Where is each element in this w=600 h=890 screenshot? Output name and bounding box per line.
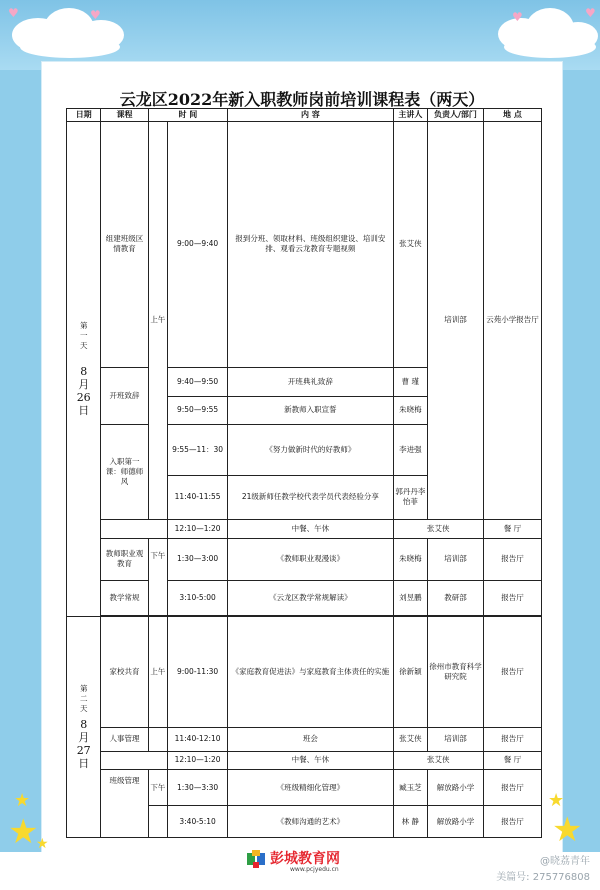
content-cell: 21级新师任教学校代表学员代表经验分享 <box>228 475 393 519</box>
header-course: 课程 <box>101 109 148 122</box>
dept-cell: 徐州市教育科学研究院 <box>428 616 484 728</box>
place-cell: 餐 厅 <box>483 751 541 770</box>
period-cell: 上午 <box>148 121 167 519</box>
course-cell: 组建班级区情教育 <box>101 121 148 368</box>
table-row <box>67 751 542 770</box>
logo-url: www.pcjyedu.cn <box>290 866 339 873</box>
header-dept: 负责人/部门 <box>428 109 484 122</box>
place-cell: 云苑小学报告厅 <box>483 121 541 519</box>
table-row <box>67 538 542 580</box>
place-cell: 报告厅 <box>483 806 541 838</box>
period-cell: 下午 <box>148 538 167 615</box>
content-cell: 开班典礼致辞 <box>228 368 393 396</box>
time-cell: 9:00-11:30 <box>167 616 227 728</box>
course-cell: 家校共育 <box>101 616 148 728</box>
star-icon: ★ <box>36 836 49 852</box>
content-cell: 《班级精细化管理》 <box>228 770 393 806</box>
dept-cell: 解放路小学 <box>428 806 484 838</box>
dept-cell: 教研部 <box>428 580 484 615</box>
table-row <box>67 616 542 728</box>
content-cell: 《教师职业观漫谈》 <box>228 538 393 580</box>
time-cell: 1:30—3:00 <box>167 538 227 580</box>
speaker-cell: 郭丹丹李怡菲 <box>393 475 427 519</box>
star-icon: ★ <box>552 810 583 850</box>
content-cell: 《教师沟通的艺术》 <box>228 806 393 838</box>
heart-icon: ♥ <box>90 8 101 22</box>
time-cell: 11:40-12:10 <box>167 728 227 751</box>
speaker-cell: 刘昱鹏 <box>393 580 427 615</box>
speaker-cell: 曹 瑾 <box>393 368 427 396</box>
star-icon: ★ <box>548 790 565 811</box>
course-cell: 人事管理 <box>101 728 148 751</box>
content-cell: 新教师入职宣誓 <box>228 396 393 424</box>
speaker-cell: 林 静 <box>393 806 427 838</box>
star-icon: ★ <box>14 790 31 811</box>
day-two-label: 第二天 <box>79 683 88 713</box>
time-cell: 9:55—11：30 <box>167 425 227 476</box>
course-cell: 教师职业观教育 <box>101 538 148 580</box>
content-cell: 中餐、午休 <box>228 519 393 538</box>
day-one-date: 8月26日 <box>76 364 91 417</box>
content-cell: 中餐、午休 <box>228 751 393 770</box>
book-logo-icon <box>246 849 266 869</box>
schedule-table <box>66 108 542 838</box>
header-date: 日期 <box>67 109 101 122</box>
header-content: 内 容 <box>228 109 393 122</box>
place-cell: 报告厅 <box>483 538 541 580</box>
time-cell: 12:10—1:20 <box>167 751 227 770</box>
content-cell: 《云龙区教学常规解读》 <box>228 580 393 615</box>
course-cell: 开班致辞 <box>101 368 148 425</box>
table-row <box>67 728 542 751</box>
dept-cell: 解放路小学 <box>428 770 484 806</box>
time-cell: 1:30—3:30 <box>167 770 227 806</box>
dept-cell: 培训部 <box>428 728 484 751</box>
content-cell: 《家庭教育促进法》与家庭教育主体责任的实施 <box>228 616 393 728</box>
dept-cell: 培训部 <box>428 121 484 519</box>
time-cell: 3:40-5:10 <box>167 806 227 838</box>
period-cell: 下午 <box>148 770 167 806</box>
course-cell: 入职第一课：师德师风 <box>101 425 148 520</box>
place-cell: 报告厅 <box>483 616 541 728</box>
table-header-row <box>67 109 542 122</box>
period-cell <box>148 728 167 751</box>
speaker-cell: 朱晓梅 <box>393 538 427 580</box>
course-cell: 班级管理 <box>101 770 148 838</box>
place-cell: 报告厅 <box>483 580 541 615</box>
time-cell: 3:10-5:00 <box>167 580 227 615</box>
header-time: 时 间 <box>148 109 228 122</box>
place-cell: 报告厅 <box>483 728 541 751</box>
speaker-cell: 臧玉芝 <box>393 770 427 806</box>
star-icon: ★ <box>8 812 39 852</box>
place-cell: 报告厅 <box>483 770 541 806</box>
period-cell <box>148 806 167 838</box>
heart-icon: ♥ <box>512 10 523 24</box>
logo-text: 彭城教育网 <box>270 851 340 867</box>
period-cell: 上午 <box>148 616 167 728</box>
day-one-cell <box>67 121 101 616</box>
dept-cell: 培训部 <box>428 538 484 580</box>
time-cell: 12:10—1:20 <box>167 519 227 538</box>
time-cell: 11:40-11:55 <box>167 475 227 519</box>
watermark-id: 美篇号: 275776808 <box>496 872 590 883</box>
day-two-date: 8月27日 <box>76 717 91 770</box>
course-cell <box>101 751 168 770</box>
time-cell: 9:40—9:50 <box>167 368 227 396</box>
speaker-cell: 朱晓梅 <box>393 396 427 424</box>
header-place: 地 点 <box>483 109 541 122</box>
content-cell: 班会 <box>228 728 393 751</box>
heart-icon: ♥ <box>585 6 596 20</box>
day-two-cell <box>67 616 101 837</box>
speaker-cell: 张艾侠 <box>393 751 483 770</box>
table-row <box>67 121 542 368</box>
table-row <box>67 580 542 615</box>
course-cell <box>101 519 168 538</box>
place-cell: 餐 厅 <box>483 519 541 538</box>
course-cell: 教学常规 <box>101 580 148 615</box>
table-row <box>67 770 542 806</box>
watermark-author: @晓荔青年 <box>540 856 590 867</box>
day-one-label: 第一天 <box>79 320 88 350</box>
header-speaker: 主讲人 <box>393 109 427 122</box>
speaker-cell: 张艾侠 <box>393 728 427 751</box>
table-row <box>67 519 542 538</box>
site-logo <box>246 846 356 872</box>
speaker-cell: 张艾侠 <box>393 121 427 368</box>
time-cell: 9:50—9:55 <box>167 396 227 424</box>
content-cell: 《努力做新时代的好教师》 <box>228 425 393 476</box>
speaker-cell: 徐新颖 <box>393 616 427 728</box>
speaker-cell: 张艾侠 <box>393 519 483 538</box>
speaker-cell: 李进强 <box>393 425 427 476</box>
document-title: 云龙区2022年新入职教师岗前培训课程表（两天） <box>119 90 485 109</box>
content-cell: 报到分班、领取材料、班级组织建设、培训安排、观看云龙教育专题视频 <box>228 121 393 368</box>
heart-icon: ♥ <box>8 6 19 20</box>
schedule-document <box>42 62 565 856</box>
time-cell: 9:00—9:40 <box>167 121 227 368</box>
